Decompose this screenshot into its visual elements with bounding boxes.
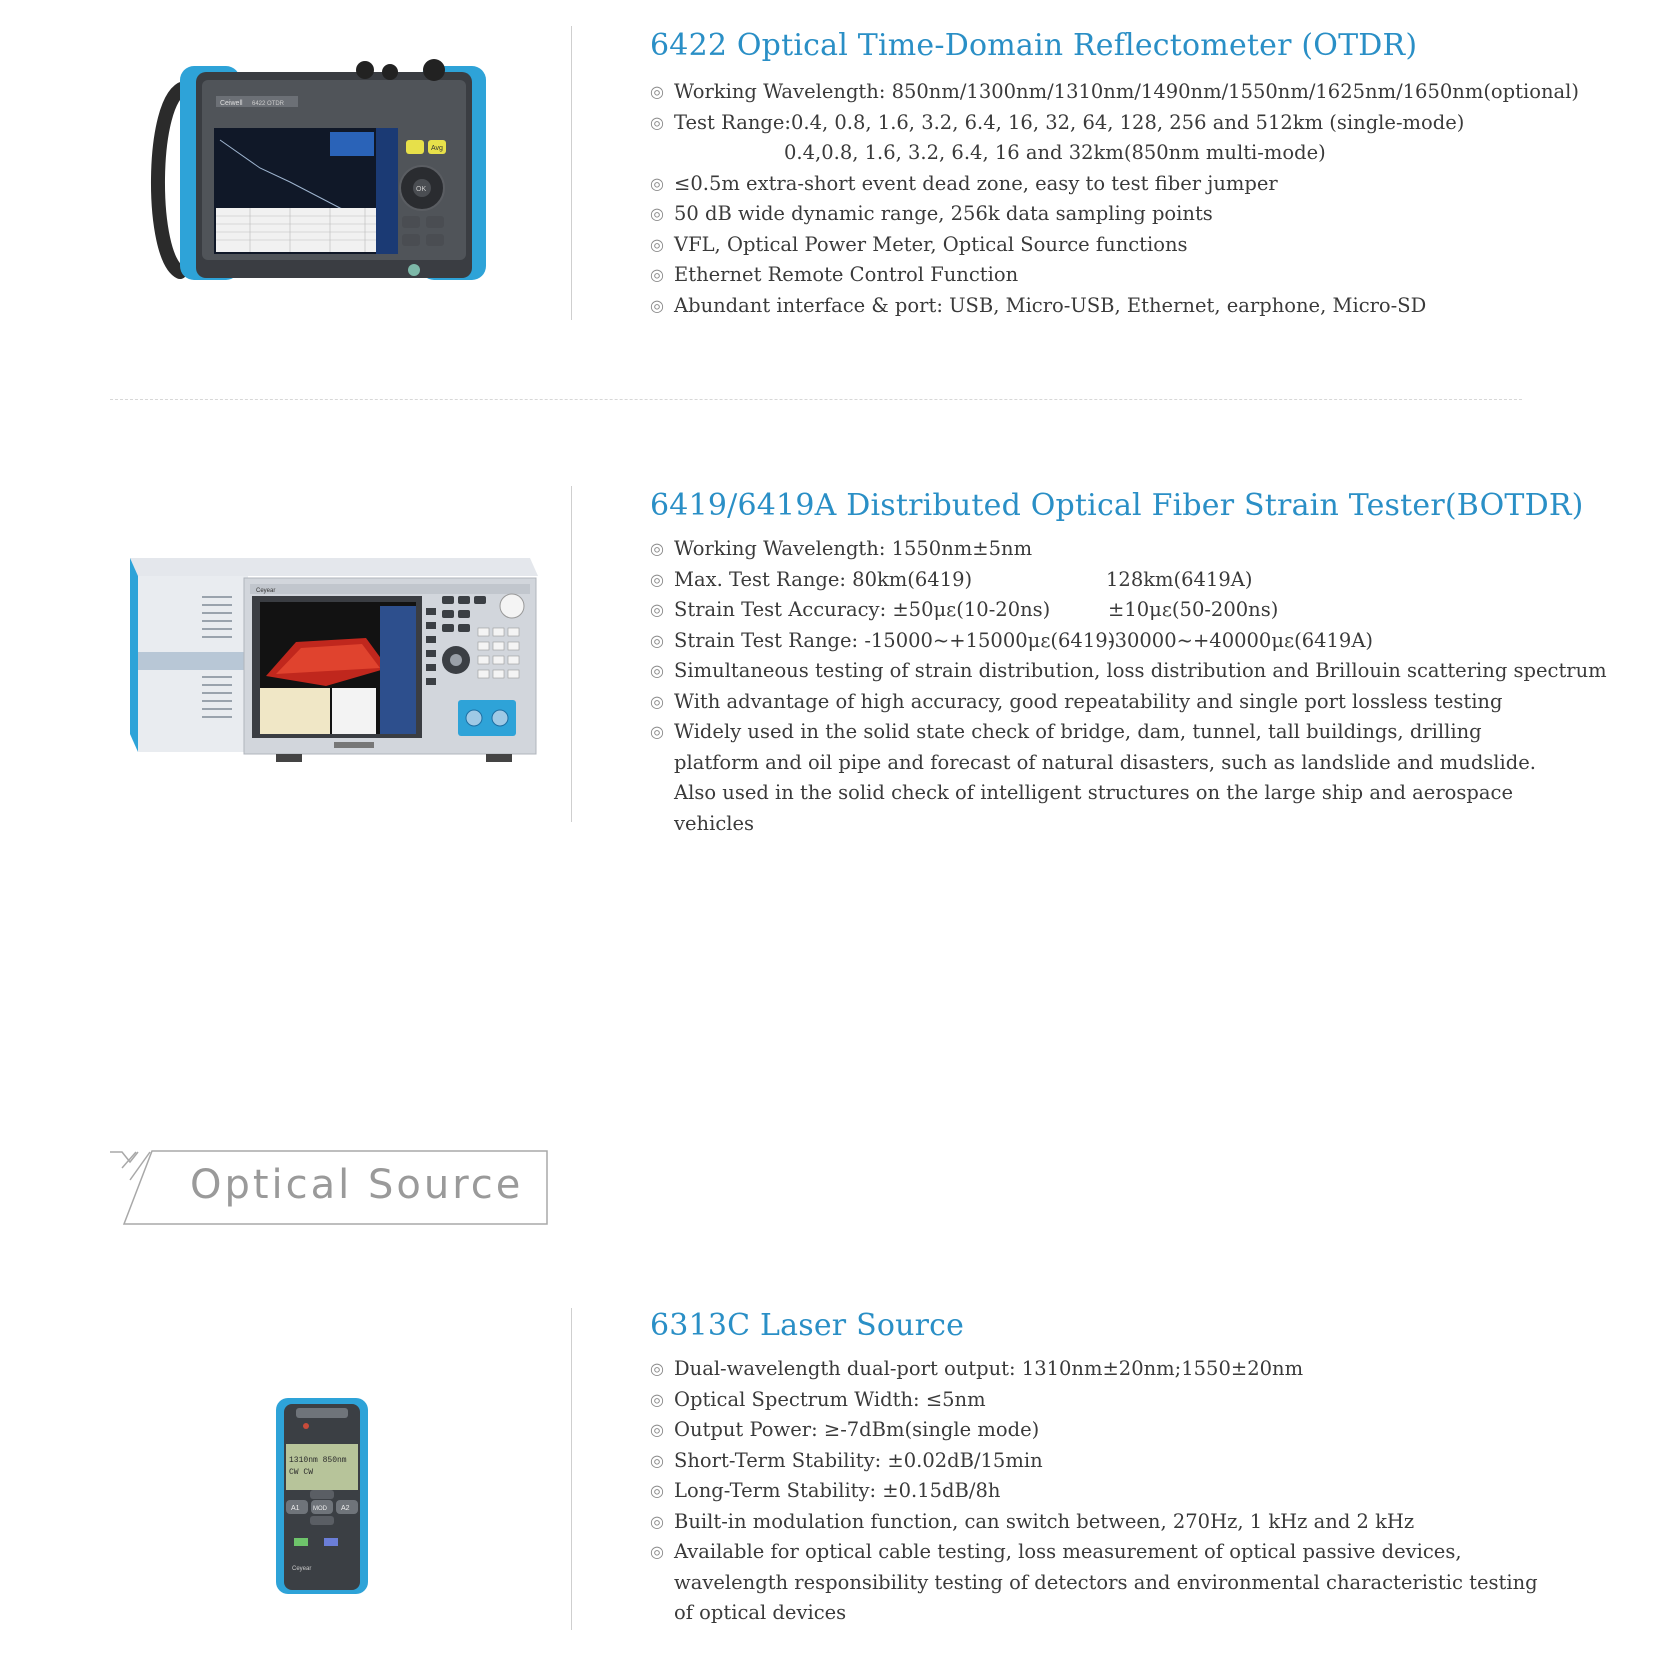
botdr-spec-list	[650, 534, 1607, 839]
section-divider	[110, 399, 1522, 400]
otdr-model-text: 6422 OTDR	[252, 101, 285, 107]
otdr-ok-key-label: OK	[416, 186, 427, 193]
spec-item: ◎ Max. Test Range: 80km(6419) 128km(6419A)	[650, 565, 1607, 596]
laser-brand-text: Ceyear	[292, 1566, 312, 1572]
otdr-vertical-divider	[571, 26, 572, 320]
spec-continuation: of optical devices	[674, 1601, 847, 1624]
botdr-product-title: 6419/6419A Distributed Optical Fiber Strain Tester(BOTDR)	[650, 488, 1584, 523]
bullet-icon: ◎	[650, 234, 664, 254]
bullet-icon: ◎	[650, 1389, 664, 1409]
spec-second-column: ±10με(50-200ns)	[1108, 598, 1279, 621]
laser-mod-key-label: MOD	[313, 1506, 327, 1512]
spec-item: ◎ Abundant interface & port: USB, Micro-USB, Ethernet, earphone, Micro-SD	[650, 291, 1579, 322]
bullet-icon: ◎	[650, 600, 664, 619]
bullet-icon: ◎	[650, 204, 664, 223]
otdr-product-image	[150, 58, 510, 290]
bullet-icon: ◎	[650, 569, 664, 589]
bullet-icon: ◎	[650, 539, 664, 558]
laser-vertical-divider	[571, 1308, 572, 1630]
spec-item: ◎ Working Wavelength: 850nm/1300nm/1310nm/1490nm/1550nm/1625nm/1650nm(optional)	[650, 77, 1579, 108]
laser-source-product-title: 6313C Laser Source	[650, 1308, 965, 1343]
spec-item: ◎ Ethernet Remote Control Function	[650, 260, 1579, 291]
spec-item: ◎ Output Power: ≥-7dBm(single mode)	[650, 1415, 1538, 1446]
laser-a1-key-label: A1	[291, 1505, 300, 1512]
spec-continuation: wavelength responsibility testing of detectors and environmental characteristic testing	[674, 1570, 1538, 1594]
bullet-icon: ◎	[650, 661, 664, 680]
bullet-icon: ◎	[650, 1511, 664, 1531]
bullet-icon: ◎	[650, 112, 664, 132]
spec-second-column: 128km(6419A)	[1106, 567, 1253, 591]
spec-item: ◎ ≤0.5m extra-short event dead zone, easy to test fiber jumper	[650, 169, 1579, 200]
spec-item: ◎ Strain Test Accuracy: ±50με(10-20ns) ±10με(50-200ns)	[650, 595, 1607, 626]
laser-source-device-illustration	[272, 1394, 372, 1598]
spec-item: ◎ Dual-wavelength dual-port output: 1310nm±20nm;1550±20nm	[650, 1354, 1538, 1385]
spec-item: ◎ Working Wavelength: 1550nm±5nm	[650, 534, 1607, 565]
bullet-icon: ◎	[650, 295, 664, 315]
laser-a2-key-label: A2	[341, 1505, 350, 1512]
spec-second-column: -30000~+40000με(6419A)	[1108, 628, 1374, 652]
botdr-product-image	[126, 556, 546, 766]
spec-item: ◎ Built-in modulation function, can switch between, 270Hz, 1 kHz and 2 kHz	[650, 1507, 1538, 1538]
laser-screen	[286, 1444, 358, 1490]
spec-item: ◎ Available for optical cable testing, loss measurement of optical passive devices, wavelength responsibility testing of detectors and environmental characteristic testing of optical devices	[650, 1537, 1538, 1629]
bullet-icon: ◎	[650, 1420, 664, 1439]
otdr-brand-text: Ceiwell	[220, 100, 243, 107]
spec-item: ◎ Short-Term Stability: ±0.02dB/15min	[650, 1446, 1538, 1477]
spec-item: ◎ Optical Spectrum Width: ≤5nm	[650, 1385, 1538, 1416]
bullet-icon: ◎	[650, 1542, 664, 1561]
otdr-product-title: 6422 Optical Time-Domain Reflectometer (OTDR)	[650, 28, 1418, 63]
laser-screen-line-2: CW CW	[289, 1468, 314, 1477]
bullet-icon: ◎	[650, 722, 664, 741]
spec-item: ◎ Strain Test Range: -15000~+15000με(6419) -30000~+40000με(6419A)	[650, 626, 1607, 657]
bullet-icon: ◎	[650, 1450, 664, 1470]
otdr-avg-key-label: Avg	[431, 145, 443, 152]
spec-item: ◎ Widely used in the solid state check of bridge, dam, tunnel, tall buildings, drilling platform and oil pipe and forecast of natural disasters, such as landslide and mudslide. Also used in the solid check of intelligent structures on the large ship and aerospace vehicles	[650, 717, 1607, 839]
bullet-icon: ◎	[650, 173, 664, 193]
spec-item: ◎ Long-Term Stability: ±0.15dB/8h	[650, 1476, 1538, 1507]
spec-continuation: 0.4,0.8, 1.6, 3.2, 6.4, 16 and 32km(850nm multi-mode)	[784, 141, 1326, 164]
section-header-label: Optical Source	[190, 1162, 524, 1208]
otdr-device-illustration	[150, 58, 510, 290]
laser-source-spec-list	[650, 1354, 1538, 1629]
laser-source-product-image	[272, 1394, 372, 1598]
spec-item: ◎ Simultaneous testing of strain distribution, loss distribution and Brillouin scattering spectrum	[650, 656, 1607, 687]
spec-item: ◎ 50 dB wide dynamic range, 256k data sampling points	[650, 199, 1579, 230]
laser-screen-line-1: 1310nm 850nm	[289, 1456, 347, 1465]
botdr-brand-text: Ceyear	[256, 588, 276, 594]
bullet-icon: ◎	[650, 1481, 664, 1500]
bullet-icon: ◎	[650, 1359, 664, 1378]
bullet-icon: ◎	[650, 82, 664, 101]
botdr-device-illustration	[126, 556, 546, 766]
spec-item: ◎ Test Range:0.4, 0.8, 1.6, 3.2, 6.4, 16, 32, 64, 128, 256 and 512km (single-mode) 0.4,0.8, 1.6, 3.2, 6.4, 16 and 32km(850nm multi-mode)	[650, 108, 1579, 169]
spec-item: ◎ VFL, Optical Power Meter, Optical Source functions	[650, 230, 1579, 261]
bullet-icon: ◎	[650, 630, 664, 650]
bullet-icon: ◎	[650, 265, 664, 284]
spec-item: ◎ With advantage of high accuracy, good repeatability and single port lossless testing	[650, 687, 1607, 718]
botdr-vertical-divider	[571, 486, 572, 822]
otdr-spec-list	[650, 77, 1579, 321]
bullet-icon: ◎	[650, 691, 664, 711]
